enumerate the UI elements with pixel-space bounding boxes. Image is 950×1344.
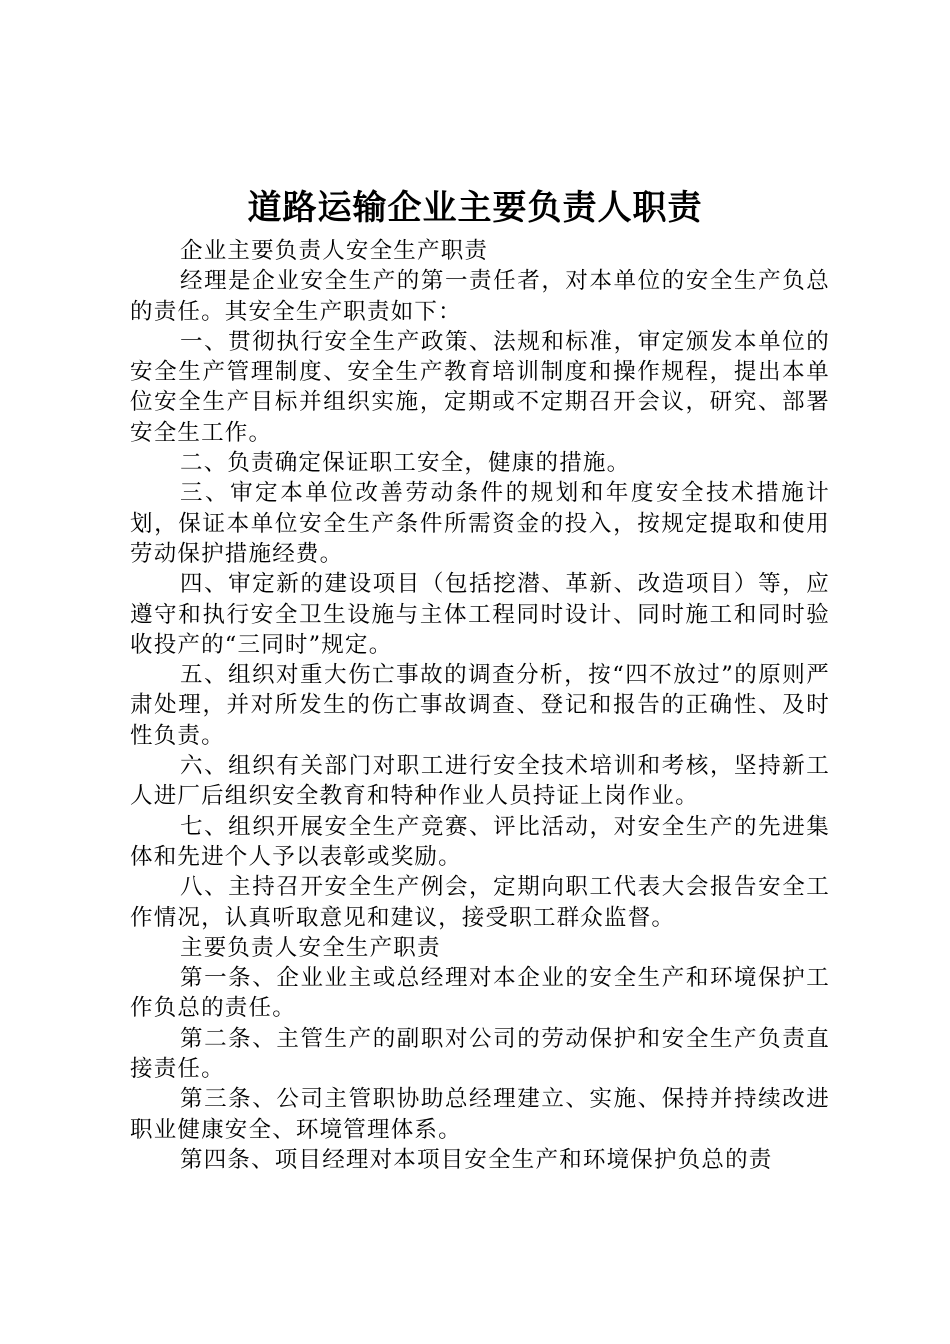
paragraph-article-1: 第一条、企业业主或总经理对本企业的安全生产和环境保护工作负总的责任。: [130, 965, 830, 1022]
paragraph-item-6: 六、组织有关部门对职工进行安全技术培训和考核，坚持新工人进厂后组织安全教育和特种作业人员持证上岗作业。: [130, 753, 830, 810]
paragraph-article-2: 第二条、主管生产的副职对公司的劳动保护和安全生产负责直接责任。: [130, 1025, 830, 1083]
paragraph-item-7: 七、组织开展安全生产竞赛、评比活动，对安全生产的先进集体和先进个人予以表彰或奖励。: [130, 813, 830, 870]
paragraph-item-4: 四、审定新的建设项目（包括挖潜、革新、改造项目）等，应遵守和执行安全卫生设施与主体工程同时设计、同时施工和同时验收投产的“三同时”规定。: [130, 571, 830, 658]
paragraph-article-3: 第三条、公司主管职协助总经理建立、实施、保持并持续改进职业健康安全、环境管理体系。: [130, 1086, 830, 1143]
section-heading-enterprise-head: 企业主要负责人安全生产职责: [180, 238, 489, 264]
paragraph-item-8: 八、主持召开安全生产例会，定期向职工代表大会报告安全工作情况，认真听取意见和建议，接受职工群众监督。: [130, 874, 830, 931]
paragraph-item-5: 五、组织对重大伤亡事故的调查分析，按“四不放过”的原则严肃处理，并对所发生的伤亡事故调查、登记和报告的正确性、及时性负责。: [130, 662, 830, 749]
paragraph-item-1: 一、贯彻执行安全生产政策、法规和标准，审定颁发本单位的安全生产管理制度、安全生产教育培训制度和操作规程，提出本单位安全生产目标并组织实施，定期或不定期召开会议，研究、部署安全生工作。: [130, 328, 830, 446]
paragraph-article-4: 第四条、项目经理对本项目安全生产和环境保护负总的责: [180, 1146, 773, 1173]
paragraph-intro: 经理是企业安全生产的第一责任者，对本单位的安全生产负总的责任。其安全生产职责如下：: [130, 268, 830, 325]
document-title: 道路运输企业主要负责人职责: [247, 188, 703, 228]
paragraph-item-3: 三、审定本单位改善劳动条件的规划和年度安全技术措施计划，保证本单位安全生产条件所需资金的投入，按规定提取和使用劳动保护措施经费。: [130, 480, 830, 567]
document-body: [130, 236, 830, 1175]
section-heading-main-head: 主要负责人安全生产职责: [180, 934, 441, 961]
paragraph-item-2: 二、负责确定保证职工安全，健康的措施。: [180, 450, 631, 477]
